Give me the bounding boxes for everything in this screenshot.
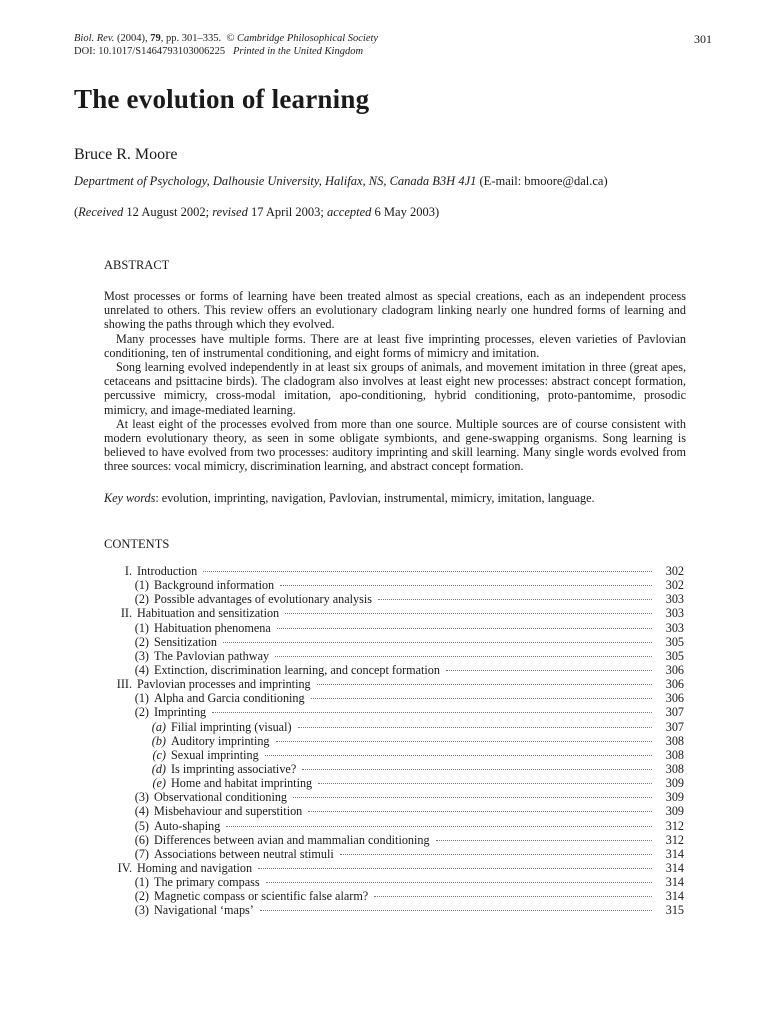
dot-leader — [293, 797, 652, 798]
toc-entry-number: II. — [120, 606, 132, 621]
toc-entry-page: 307 — [665, 719, 684, 734]
toc-entry[interactable] — [104, 705, 684, 719]
toc-entry-number: IV. — [117, 860, 132, 875]
toc-entry[interactable] — [104, 663, 684, 677]
dot-leader — [340, 854, 652, 855]
toc-entry-number: (3) — [134, 790, 149, 805]
toc-entry[interactable] — [104, 734, 684, 748]
toc-entry-label: Home and habitat imprinting — [171, 776, 313, 791]
toc-entry[interactable] — [104, 748, 684, 762]
toc-entry-number: (7) — [134, 846, 149, 861]
toc-entry-label: Extinction, discrimination learning, and concept formation — [154, 662, 440, 677]
toc-entry-page: 308 — [665, 761, 684, 776]
toc-entry[interactable] — [104, 649, 684, 663]
toc-entry[interactable] — [104, 861, 684, 875]
toc-entry-number: (e) — [152, 776, 166, 791]
keywords-label: Key words — [104, 491, 156, 505]
abstract-paragraph: At least eight of the processes evolved from more than one source. Multiple sources are of course consistent with modern evolutionary theory, as seen in some obligate symbionts, and gene-swapping organisms. Song learning is believed to have evolved from two processes: auditory imprinting and skill learning. Many single words evolved from three sources: vocal mimicry, discrimination learning, and abstract concept formation. — [104, 416, 686, 474]
toc-entry-label: Homing and navigation — [137, 860, 253, 875]
dot-leader — [265, 755, 652, 756]
toc-entry-label: Introduction — [137, 564, 198, 578]
printed-in: Printed in the United Kingdom — [232, 46, 364, 57]
abstract-paragraph: Song learning evolved independently in at least six groups of animals, and movement imitation in three (great apes, cetaceans and psittacine birds). The cladogram also involves at least eight new processes: abstract concept formation, percussive mimicry, cross-modal imitation, apo-conditioning, hybrid conditioning, proto-pantomime, prosodic mimicry, and image-mediated learning. — [104, 360, 686, 417]
toc-entry[interactable] — [104, 621, 684, 635]
toc-entry[interactable] — [104, 677, 684, 691]
toc-entry[interactable] — [104, 790, 684, 804]
toc-entry[interactable] — [104, 819, 684, 833]
toc-entry-page: 314 — [665, 875, 684, 890]
toc-entry[interactable] — [104, 875, 684, 889]
toc-entry-label: Observational conditioning — [154, 790, 288, 805]
revised-label: revised — [212, 205, 248, 219]
toc-entry-label: Auto-shaping — [154, 818, 221, 833]
toc-entry[interactable] — [104, 776, 684, 790]
keywords — [104, 491, 595, 506]
toc-entry-page: 305 — [665, 648, 684, 663]
toc-entry-number: (b) — [151, 733, 166, 748]
toc-entry-label: Associations between neutral stimuli — [154, 846, 334, 861]
abstract-paragraph: Many processes have multiple forms. There are at least five imprinting processes, eleven varieties of Pavlovian conditioning, ten of instrumental conditioning, and eight forms of mimicry and imitation. — [104, 331, 686, 360]
toc-entry-number: (6) — [134, 832, 149, 847]
dot-leader — [374, 896, 652, 897]
toc-entry-number: (1) — [134, 620, 149, 635]
toc-entry-page: 302 — [665, 564, 684, 578]
toc-entry-page: 302 — [665, 578, 684, 593]
toc-entry-label: Differences between avian and mammalian conditioning — [154, 832, 430, 847]
toc-entry-page: 306 — [665, 677, 684, 692]
dot-leader — [280, 585, 652, 586]
toc-entry-label: The Pavlovian pathway — [154, 648, 270, 663]
dot-leader — [277, 628, 652, 629]
toc-entry-label: The primary compass — [154, 875, 260, 890]
toc-entry-page: 308 — [665, 733, 684, 748]
toc-entry-page: 314 — [665, 889, 684, 904]
journal-year: (2004), — [116, 33, 148, 44]
toc-entry[interactable] — [104, 635, 684, 649]
dot-leader — [258, 868, 652, 869]
revised-date: 17 April 2003; — [250, 205, 324, 219]
toc-entry-page: 303 — [665, 592, 684, 607]
toc-entry-number: (5) — [134, 818, 149, 833]
doi[interactable]: DOI: 10.1017/S1464793103006225 — [74, 46, 226, 57]
toc-entry-page: 309 — [665, 790, 684, 805]
page-number: 301 — [694, 32, 712, 46]
dot-leader — [436, 840, 652, 841]
paper-title: The evolution of learning — [74, 84, 370, 114]
toc-entry[interactable] — [104, 578, 684, 592]
toc-entry-number: (4) — [134, 804, 149, 819]
author-name: Bruce R. Moore — [74, 146, 178, 163]
author-email[interactable]: (E-mail: bmoore@dal.ca) — [479, 174, 608, 188]
dot-leader — [378, 599, 652, 600]
dot-leader — [285, 613, 652, 614]
dot-leader — [226, 826, 652, 827]
toc-entry-label: Alpha and Garcia conditioning — [154, 691, 305, 706]
toc-entry-label: Sexual imprinting — [171, 747, 259, 762]
toc-entry-page: 309 — [665, 804, 684, 819]
toc-entry-page: 312 — [665, 818, 684, 833]
toc-entry-label: Sensitization — [154, 634, 217, 649]
toc-entry[interactable] — [104, 720, 684, 734]
toc-entry-number: (2) — [134, 634, 149, 649]
table-of-contents — [104, 564, 684, 918]
toc-entry-number: (1) — [134, 875, 149, 890]
publication-dates: (Received 12 August 2002; revised 17 April 2003; accepted 6 May 2003) — [74, 205, 440, 219]
accepted-date: 6 May 2003) — [374, 205, 440, 219]
toc-entry-number: (c) — [152, 747, 166, 762]
toc-entry-page: 315 — [665, 903, 684, 918]
toc-entry-page: 307 — [665, 705, 684, 720]
toc-entry-number: (3) — [134, 903, 149, 918]
dot-leader — [203, 571, 652, 572]
toc-entry-number: (1) — [134, 578, 149, 593]
dot-leader — [260, 910, 652, 911]
dot-leader — [317, 684, 652, 685]
dot-leader — [308, 811, 652, 812]
toc-entry-number: (a) — [151, 719, 166, 734]
toc-entry[interactable] — [104, 564, 684, 578]
toc-entry-number: (4) — [134, 662, 149, 677]
toc-entry-number: (d) — [151, 761, 166, 776]
journal-header — [74, 32, 378, 58]
dot-leader — [298, 727, 652, 728]
toc-entry-page: 303 — [665, 606, 684, 621]
dot-leader — [446, 670, 652, 671]
toc-entry-page: 303 — [665, 620, 684, 635]
toc-entry-label: Habituation and sensitization — [137, 606, 280, 621]
dot-leader — [223, 642, 652, 643]
toc-entry[interactable] — [104, 691, 684, 705]
toc-entry[interactable] — [104, 903, 684, 917]
toc-entry-label: Background information — [154, 578, 275, 593]
toc-entry-number: I. — [124, 564, 132, 578]
toc-entry[interactable] — [104, 833, 684, 847]
toc-entry-label: Magnetic compass or scientific false alarm? — [154, 889, 369, 904]
dot-leader — [276, 741, 652, 742]
toc-entry-label: Pavlovian processes and imprinting — [137, 677, 311, 692]
toc-entry[interactable] — [104, 762, 684, 776]
abstract-body — [104, 289, 686, 474]
department: Department of Psychology, Dalhousie University, Halifax, NS, Canada B3H 4J1 — [74, 174, 477, 188]
toc-entry-number: (3) — [134, 648, 149, 663]
toc-entry-page: 308 — [665, 747, 684, 762]
dot-leader — [302, 769, 652, 770]
toc-entry-label: Navigational ‘maps’ — [154, 903, 254, 918]
toc-entry-label: Auditory imprinting — [171, 733, 270, 748]
toc-entry[interactable] — [104, 804, 684, 818]
toc-entry-number: (2) — [134, 592, 149, 607]
affiliation — [74, 174, 608, 189]
toc-entry-number: (1) — [134, 691, 149, 706]
toc-entry[interactable] — [104, 606, 684, 620]
journal-volume: 79 — [150, 33, 161, 44]
toc-entry-label: Filial imprinting (visual) — [171, 719, 292, 734]
toc-entry-page: 309 — [665, 776, 684, 791]
toc-entry-label: Habituation phenomena — [154, 620, 271, 635]
toc-entry-number: III. — [116, 677, 132, 692]
dot-leader — [318, 783, 652, 784]
toc-entry-page: 314 — [665, 846, 684, 861]
dot-leader — [311, 698, 652, 699]
journal-pages: , pp. 301–335. — [160, 33, 222, 44]
toc-entry-label: Is imprinting associative? — [171, 761, 297, 776]
contents-heading: CONTENTS — [104, 537, 170, 551]
toc-entry[interactable] — [104, 889, 684, 903]
abstract-heading: ABSTRACT — [104, 258, 170, 272]
toc-entry[interactable] — [104, 592, 684, 606]
toc-entry-number: (2) — [134, 889, 149, 904]
journal-name: Biol. Rev. — [74, 33, 115, 44]
toc-entry-page: 312 — [665, 832, 684, 847]
publisher: © Cambridge Philosophical Society — [226, 33, 379, 44]
toc-entry-number: (2) — [134, 705, 149, 720]
toc-entry-page: 306 — [665, 691, 684, 706]
toc-entry-page: 305 — [665, 634, 684, 649]
dot-leader — [212, 712, 652, 713]
received-label: Received — [78, 205, 124, 219]
accepted-label: accepted — [327, 205, 372, 219]
toc-entry-page: 314 — [665, 860, 684, 875]
dot-leader — [266, 882, 652, 883]
toc-entry-label: Imprinting — [154, 705, 207, 720]
toc-entry[interactable] — [104, 847, 684, 861]
received-date: 12 August 2002; — [126, 205, 210, 219]
toc-entry-label: Misbehaviour and superstition — [154, 804, 303, 819]
toc-entry-label: Possible advantages of evolutionary analysis — [154, 592, 372, 607]
keywords-list: : evolution, imprinting, navigation, Pavlovian, instrumental, mimicry, imitation, language. — [155, 491, 595, 505]
abstract-paragraph: Most processes or forms of learning have been treated almost as special creations, each as an independent process unrelated to others. This review offers an evolutionary cladogram linking nearly one hundred forms of learning and showing the paths through which they evolved. — [104, 289, 686, 332]
dot-leader — [275, 656, 652, 657]
toc-entry-page: 306 — [665, 662, 684, 677]
